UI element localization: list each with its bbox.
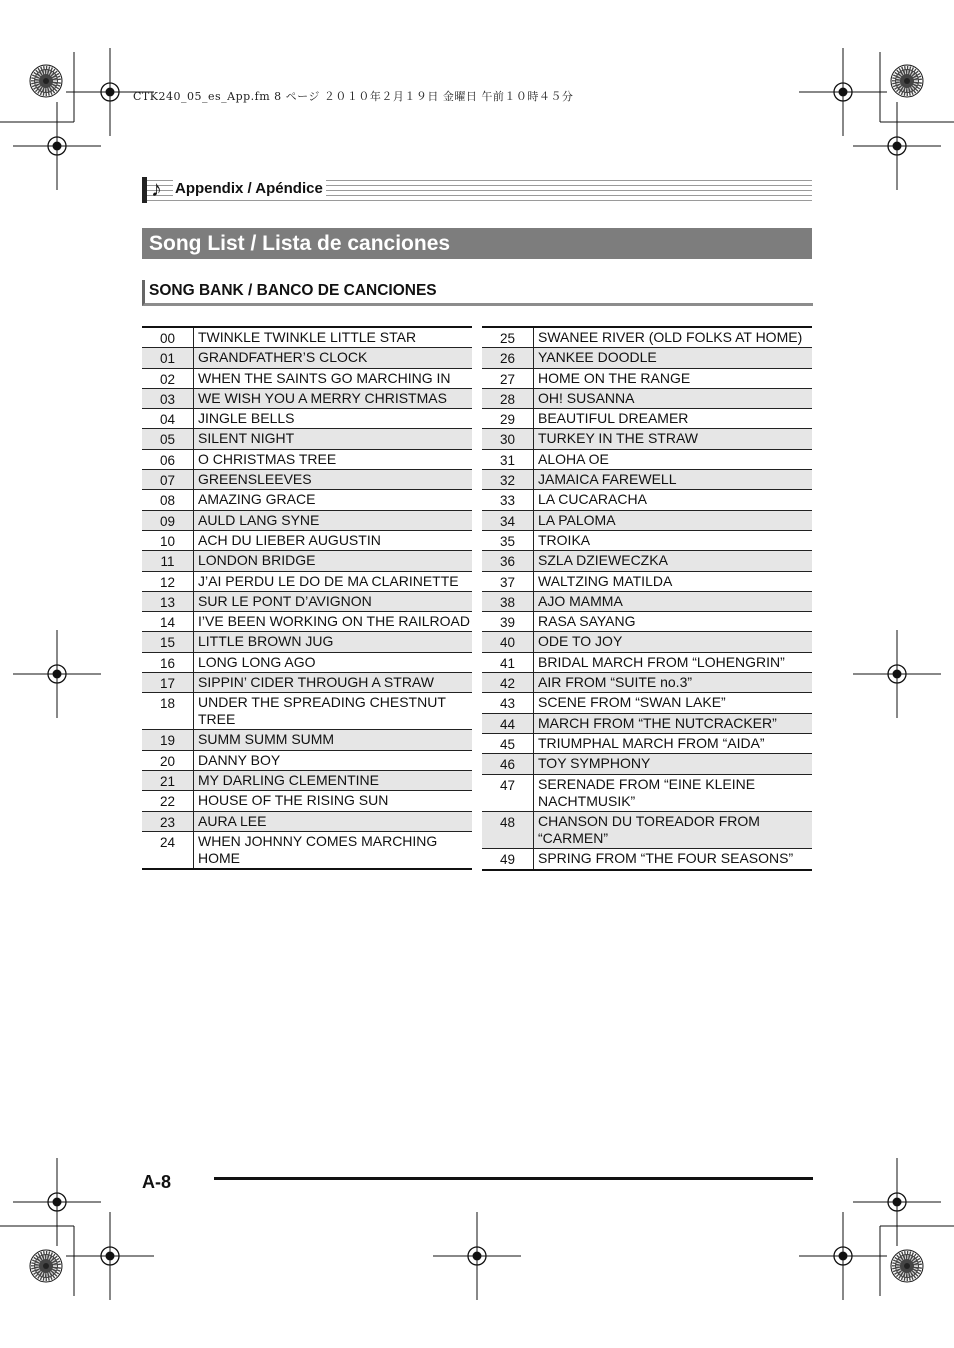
song-title: AMAZING GRACE — [198, 491, 316, 508]
song-number: 20 — [142, 751, 194, 770]
table-row — [142, 409, 472, 429]
song-title: BEAUTIFUL DREAMER — [538, 410, 689, 427]
table-row — [482, 328, 812, 348]
registration-mark-icon — [853, 630, 941, 718]
song-title: AURA LEE — [198, 812, 267, 829]
song-title: LITTLE BROWN JUG — [198, 633, 334, 650]
registration-mark-icon — [853, 102, 941, 190]
color-target-icon — [891, 1250, 923, 1282]
song-title: DANNY BOY — [198, 751, 281, 768]
table-row — [142, 653, 472, 673]
table-row — [142, 673, 472, 693]
song-number: 02 — [142, 369, 194, 388]
song-title: WE WISH YOU A MERRY CHRISTMAS — [198, 389, 447, 406]
song-number: 47 — [482, 775, 534, 811]
color-target-icon — [891, 65, 923, 97]
song-number: 25 — [482, 328, 534, 347]
song-title: CHANSON DU TOREADOR FROM “CARMEN” — [538, 812, 760, 846]
sub-heading: SONG BANK / BANCO DE CANCIONES — [142, 280, 813, 306]
song-title: LONDON BRIDGE — [198, 552, 316, 569]
song-title: GRANDFATHER’S CLOCK — [198, 349, 368, 366]
song-number: 29 — [482, 409, 534, 428]
song-number: 43 — [482, 693, 534, 712]
song-title: AJO MAMMA — [538, 592, 623, 609]
song-number: 04 — [142, 409, 194, 428]
table-row — [142, 511, 472, 531]
song-title: RASA SAYANG — [538, 613, 636, 630]
song-title: ODE TO JOY — [538, 633, 623, 650]
song-number: 26 — [482, 348, 534, 367]
registration-mark-icon — [13, 630, 101, 718]
song-title: MARCH FROM “THE NUTCRACKER” — [538, 714, 777, 731]
table-row — [482, 348, 812, 368]
registration-mark-icon — [13, 1158, 101, 1246]
table-row — [482, 775, 812, 812]
song-number: 07 — [142, 470, 194, 489]
song-title: GREENSLEEVES — [198, 471, 312, 488]
song-number: 27 — [482, 369, 534, 388]
song-title: SZLA DZIEWECZKA — [538, 552, 668, 569]
table-row — [482, 812, 812, 849]
table-row — [142, 531, 472, 551]
song-title: SUR LE PONT D’AVIGNON — [198, 592, 372, 609]
song-number: 41 — [482, 653, 534, 672]
song-title: TURKEY IN THE STRAW — [538, 430, 698, 447]
registration-mark-icon — [433, 1212, 521, 1300]
song-title: LA CUCARACHA — [538, 491, 647, 508]
song-title: TWINKLE TWINKLE LITTLE STAR — [198, 329, 417, 345]
table-row — [142, 771, 472, 791]
song-number: 49 — [482, 849, 534, 869]
song-number: 42 — [482, 673, 534, 692]
table-row — [142, 832, 472, 868]
table-row — [482, 592, 812, 612]
page-title: Song List / Lista de canciones — [142, 228, 812, 259]
song-number: 37 — [482, 572, 534, 591]
song-title: HOUSE OF THE RISING SUN — [198, 792, 389, 809]
table-row — [142, 632, 472, 652]
table-row — [482, 673, 812, 693]
table-row — [142, 572, 472, 592]
table-row — [482, 531, 812, 551]
song-table-left — [142, 326, 472, 870]
song-number: 24 — [142, 832, 194, 868]
song-number: 11 — [142, 551, 194, 570]
table-row — [482, 849, 812, 869]
song-number: 23 — [142, 812, 194, 831]
song-title: SILENT NIGHT — [198, 430, 295, 447]
song-title: SUMM SUMM SUMM — [198, 731, 335, 748]
table-row — [482, 632, 812, 652]
table-row — [482, 450, 812, 470]
song-title: SWANEE RIVER (OLD FOLKS AT HOME) — [538, 329, 803, 345]
song-number: 28 — [482, 389, 534, 408]
song-number: 31 — [482, 450, 534, 469]
song-title: SERENADE FROM “EINE KLEINE NACHTMUSIK” — [538, 775, 756, 809]
song-number: 00 — [142, 328, 194, 347]
song-title: SPRING FROM “THE FOUR SEASONS” — [538, 849, 794, 866]
song-title: LONG LONG AGO — [198, 653, 316, 670]
song-number: 36 — [482, 551, 534, 570]
table-row — [142, 470, 472, 490]
song-number: 19 — [142, 730, 194, 749]
table-row — [142, 693, 472, 730]
song-title: TOY SYMPHONY — [538, 755, 651, 772]
song-number: 38 — [482, 592, 534, 611]
music-note-icon: ♪ — [151, 176, 162, 201]
table-row — [142, 612, 472, 632]
table-row — [142, 551, 472, 571]
table-row — [482, 551, 812, 571]
song-number: 30 — [482, 429, 534, 448]
table-row — [482, 714, 812, 734]
song-title: MY DARLING CLEMENTINE — [198, 771, 379, 788]
song-number: 03 — [142, 389, 194, 408]
song-number: 34 — [482, 511, 534, 530]
song-title: WHEN JOHNNY COMES MARCHING HOME — [198, 832, 438, 866]
song-number: 10 — [142, 531, 194, 550]
registration-mark-icon — [66, 1212, 154, 1300]
table-row — [142, 389, 472, 409]
song-number: 16 — [142, 653, 194, 672]
registration-mark-icon — [13, 102, 101, 190]
song-number: 21 — [142, 771, 194, 790]
song-title: SIPPIN’ CIDER THROUGH A STRAW — [198, 674, 434, 691]
song-number: 44 — [482, 714, 534, 733]
song-number: 32 — [482, 470, 534, 489]
table-row — [482, 511, 812, 531]
song-title: ACH DU LIEBER AUGUSTIN — [198, 531, 381, 548]
song-number: 35 — [482, 531, 534, 550]
song-number: 06 — [142, 450, 194, 469]
page-number: A-8 — [142, 1172, 172, 1192]
song-number: 14 — [142, 612, 194, 631]
table-row — [142, 328, 472, 348]
song-number: 22 — [142, 791, 194, 810]
section-header-label: Appendix / Apéndice — [173, 180, 326, 198]
table-row — [142, 429, 472, 449]
table-row — [482, 369, 812, 389]
song-title: SCENE FROM “SWAN LAKE” — [538, 694, 726, 711]
color-target-icon — [30, 65, 62, 97]
table-row — [482, 409, 812, 429]
table-row — [142, 592, 472, 612]
table-row — [142, 791, 472, 811]
song-title: BRIDAL MARCH FROM “LOHENGRIN” — [538, 653, 785, 670]
song-title: LA PALOMA — [538, 511, 616, 528]
footer-rule — [214, 1177, 813, 1180]
song-title: ALOHA OE — [538, 450, 609, 467]
table-row — [142, 450, 472, 470]
table-row — [482, 653, 812, 673]
color-target-icon — [30, 1250, 62, 1282]
song-number: 09 — [142, 511, 194, 530]
table-row — [482, 429, 812, 449]
song-title: TROIKA — [538, 531, 591, 548]
song-number: 46 — [482, 754, 534, 773]
table-row — [142, 490, 472, 510]
song-number: 01 — [142, 348, 194, 367]
song-title: J’AI PERDU LE DO DE MA CLARINETTE — [198, 572, 459, 589]
registration-mark-icon — [799, 1212, 887, 1300]
song-title: UNDER THE SPREADING CHESTNUT TREE — [198, 694, 446, 728]
song-title: O CHRISTMAS TREE — [198, 450, 337, 467]
registration-mark-icon — [853, 1158, 941, 1246]
table-row — [482, 470, 812, 490]
song-number: 17 — [142, 673, 194, 692]
table-row — [482, 572, 812, 592]
song-title: AIR FROM “SUITE no.3” — [538, 674, 693, 691]
print-file-info: CTK240_05_es_App.fm 8 ページ ２０１０年２月１９日 金曜日 午前１０時４５分 — [133, 90, 574, 103]
registration-mark-icon — [799, 48, 887, 136]
song-number: 48 — [482, 812, 534, 848]
table-row — [142, 369, 472, 389]
section-header — [142, 177, 812, 203]
table-row — [482, 389, 812, 409]
table-row — [482, 754, 812, 774]
table-row — [482, 693, 812, 713]
song-number: 13 — [142, 592, 194, 611]
table-row — [482, 490, 812, 510]
table-row — [142, 751, 472, 771]
song-number: 12 — [142, 572, 194, 591]
song-title: WHEN THE SAINTS GO MARCHING IN — [198, 369, 451, 386]
song-title: OH! SUSANNA — [538, 389, 635, 406]
song-table-right — [482, 326, 812, 871]
table-row — [142, 812, 472, 832]
song-number: 33 — [482, 490, 534, 509]
song-title: AULD LANG SYNE — [198, 511, 320, 528]
song-number: 18 — [142, 693, 194, 729]
song-title: HOME ON THE RANGE — [538, 369, 691, 386]
table-row — [142, 730, 472, 750]
song-title: WALTZING MATILDA — [538, 572, 673, 589]
song-title: TRIUMPHAL MARCH FROM “AIDA” — [538, 734, 765, 751]
song-number: 40 — [482, 632, 534, 651]
table-row — [142, 348, 472, 368]
song-number: 08 — [142, 490, 194, 509]
song-number: 39 — [482, 612, 534, 631]
song-title: JAMAICA FAREWELL — [538, 471, 677, 488]
song-number: 15 — [142, 632, 194, 651]
table-row — [482, 612, 812, 632]
song-number: 05 — [142, 429, 194, 448]
song-number: 45 — [482, 734, 534, 753]
song-title: I’VE BEEN WORKING ON THE RAILROAD — [198, 613, 471, 630]
song-title: JINGLE BELLS — [198, 410, 295, 427]
table-row — [482, 734, 812, 754]
song-title: YANKEE DOODLE — [538, 349, 657, 366]
